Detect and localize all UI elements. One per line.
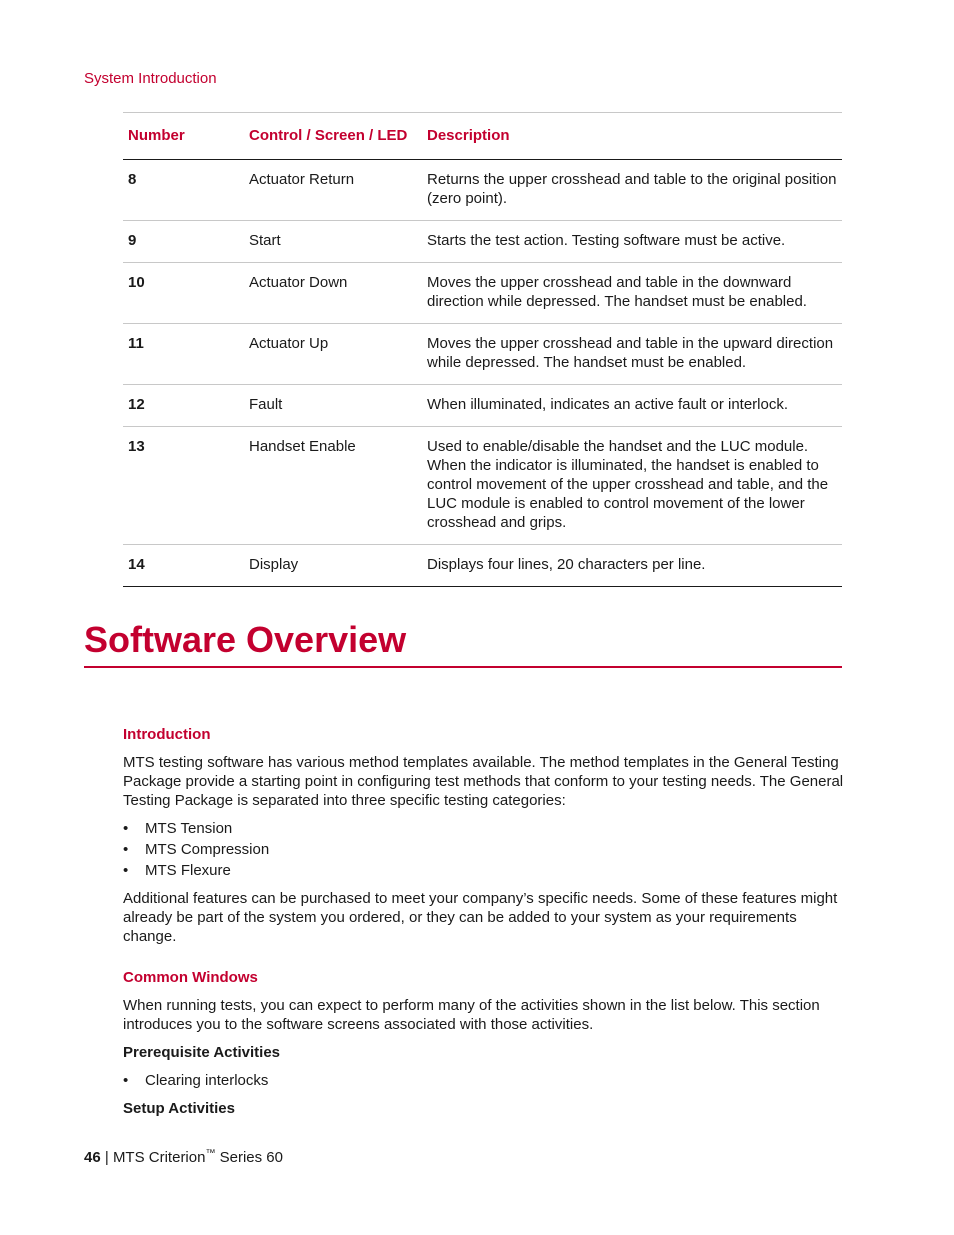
- row-number: 10: [128, 274, 145, 291]
- product-series: Series 60: [219, 1149, 283, 1166]
- prerequisite-activities-heading: Prerequisite Activities: [123, 1044, 281, 1061]
- row-description: Returns the upper crosshead and table to the original position (zero point).: [427, 171, 837, 207]
- row-description: Moves the upper crosshead and table in the upward direction while depressed. The handset must be enabled.: [427, 335, 834, 371]
- bullet-icon: •: [123, 820, 129, 837]
- row-control: Start: [249, 232, 281, 249]
- table-row: [123, 263, 842, 324]
- footer-separator: |: [104, 1149, 109, 1166]
- list-item: [123, 840, 845, 859]
- bullet-icon: •: [123, 1072, 129, 1089]
- row-number: 14: [128, 556, 145, 573]
- row-control: Actuator Return: [249, 171, 355, 188]
- list-item-label: MTS Tension: [145, 820, 233, 837]
- product-name: MTS Criterion: [112, 1149, 206, 1166]
- common-windows-heading: Common Windows: [123, 969, 258, 986]
- row-number: 11: [128, 335, 144, 352]
- list-item-label: MTS Compression: [145, 841, 270, 858]
- page-footer: [84, 1148, 283, 1166]
- column-header-control: Control / Screen / LED: [249, 127, 408, 144]
- page-number: 46: [84, 1149, 101, 1166]
- table-row: [123, 324, 842, 385]
- setup-activities-heading: Setup Activities: [123, 1100, 235, 1117]
- introduction-paragraph: MTS testing software has various method templates available. The method templates in the General Testing Package provide a starting point in configuring test methods that conform to your testing needs. The General Testing Package is separated into three specific testing categories:: [123, 754, 844, 809]
- row-control: Actuator Up: [249, 335, 329, 352]
- bullet-icon: •: [123, 862, 129, 879]
- row-control: Actuator Down: [249, 274, 348, 291]
- section-content: [123, 725, 845, 1127]
- row-description: Used to enable/disable the handset and the LUC module. When the indicator is illuminated, the handset is enabled to control movement of the upper crosshead and table, and the LUC module is enabled to control movement of the lower crosshead and grips.: [427, 438, 829, 531]
- list-item-label: Clearing interlocks: [145, 1072, 269, 1089]
- row-control: Handset Enable: [249, 438, 356, 455]
- table-row: [123, 221, 842, 263]
- table-header-row: [123, 113, 842, 160]
- common-windows-paragraph: When running tests, you can expect to perform many of the activities shown in the list below. This section introduces you to the software screens associated with those activities.: [123, 997, 820, 1033]
- introduction-heading: Introduction: [123, 726, 211, 743]
- list-item-label: MTS Flexure: [145, 862, 231, 879]
- prerequisite-activities-list: [123, 1071, 845, 1090]
- row-number: 13: [128, 438, 145, 455]
- table-row: [123, 160, 842, 221]
- row-number: 8: [128, 171, 137, 188]
- running-header: System Introduction: [84, 70, 217, 87]
- trademark-symbol: ™: [205, 1148, 216, 1159]
- table-row: [123, 545, 842, 587]
- bullet-icon: •: [123, 841, 129, 858]
- list-item: [123, 861, 845, 880]
- table-row: [123, 427, 842, 545]
- row-control: Display: [249, 556, 299, 573]
- list-item: [123, 1071, 845, 1090]
- list-item: [123, 819, 845, 838]
- row-description: Starts the test action. Testing software must be active.: [427, 232, 786, 249]
- row-description: Displays four lines, 20 characters per line.: [427, 556, 706, 573]
- column-header-number: Number: [128, 127, 185, 144]
- row-number: 9: [128, 232, 137, 249]
- row-description: Moves the upper crosshead and table in the downward direction while depressed. The handset must be enabled.: [427, 274, 807, 310]
- row-description: When illuminated, indicates an active fault or interlock.: [427, 396, 789, 413]
- row-number: 12: [128, 396, 145, 413]
- controls-table: [123, 112, 842, 587]
- row-control: Fault: [249, 396, 283, 413]
- testing-categories-list: [123, 819, 845, 880]
- additional-features-paragraph: Additional features can be purchased to meet your company’s specific needs. Some of these features might already be part of the system you ordered, or they can be added to your system as your requirements change.: [123, 890, 838, 945]
- column-header-description: Description: [427, 127, 510, 144]
- section-title: Software Overview: [84, 619, 842, 668]
- table-row: [123, 385, 842, 427]
